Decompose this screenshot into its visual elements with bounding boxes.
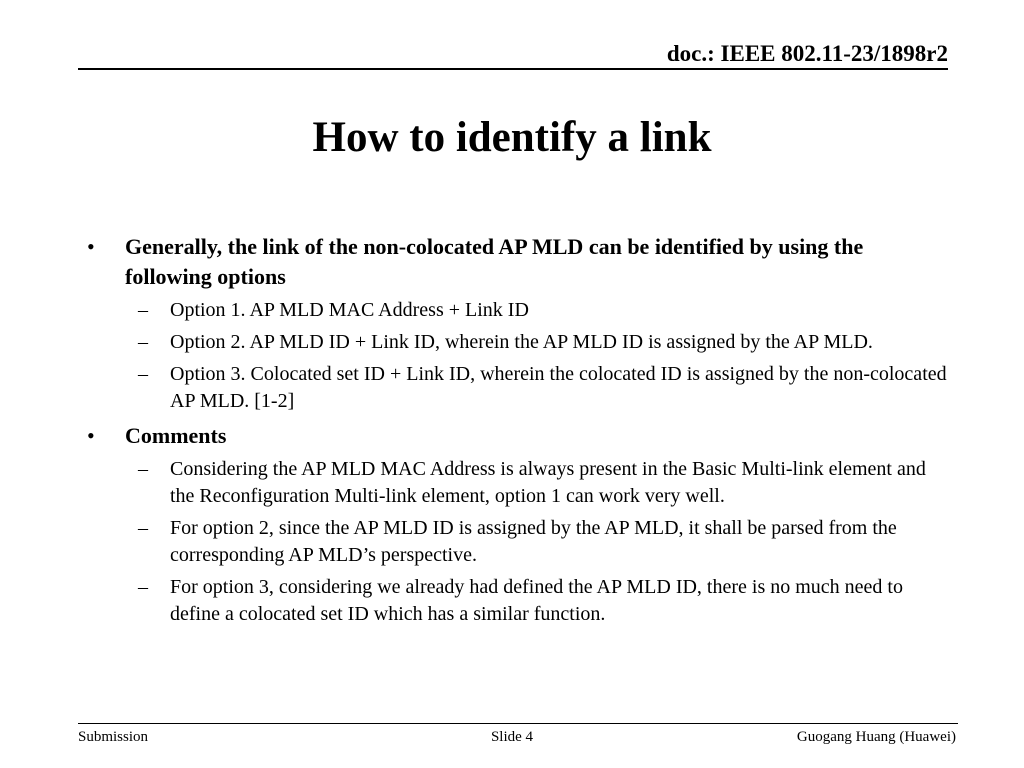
sub-item-text: Option 1. AP MLD MAC Address + Link ID xyxy=(170,299,529,321)
sub-item xyxy=(80,456,950,510)
slide-body xyxy=(80,228,950,628)
sub-item xyxy=(80,361,950,415)
sub-item-text: Considering the AP MLD MAC Address is always present in the Basic Multi-link element and the Reconfiguration Multi-link element, option 1 can work very well. xyxy=(170,458,926,507)
footer-submission: Submission xyxy=(78,729,149,745)
sub-item-text: For option 3, considering we already had defined the AP MLD ID, there is no much need to define a colocated set ID which has a similar function. xyxy=(170,576,903,625)
bullet-item xyxy=(80,421,950,451)
dash-icon: – xyxy=(138,458,148,480)
bullet-text: Comments xyxy=(125,423,227,448)
sub-item xyxy=(80,329,950,356)
sub-item-text: For option 2, since the AP MLD ID is assigned by the AP MLD, it shall be parsed from the corresponding AP MLD’s perspective. xyxy=(170,517,897,566)
bullet-icon: • xyxy=(87,423,95,448)
footer-slide-number: Slide 4 xyxy=(490,729,534,745)
header-rule xyxy=(78,68,948,70)
footer-rule xyxy=(78,723,958,724)
dash-icon: – xyxy=(138,576,148,598)
sub-item xyxy=(80,297,950,324)
sub-item-text: Option 3. Colocated set ID + Link ID, wherein the colocated ID is assigned by the non-colocated AP MLD. [1-2] xyxy=(170,363,947,412)
footer-author: Guogang Huang (Huawei) xyxy=(796,729,956,745)
dash-icon: – xyxy=(138,363,148,385)
bullet-icon: • xyxy=(87,234,95,259)
sub-item-text: Option 2. AP MLD ID + Link ID, wherein the AP MLD ID is assigned by the AP MLD. xyxy=(170,331,873,353)
dash-icon: – xyxy=(138,299,148,321)
bullet-item xyxy=(80,232,950,292)
doc-id: doc.: IEEE 802.11-23/1898r2 xyxy=(666,41,948,66)
sub-item xyxy=(80,574,950,628)
dash-icon: – xyxy=(138,331,148,353)
sub-item xyxy=(80,515,950,569)
dash-icon: – xyxy=(138,517,148,539)
bullet-text: Generally, the link of the non-colocated AP MLD can be identified by using the following options xyxy=(125,234,864,289)
slide-title: How to identify a link xyxy=(312,114,712,161)
